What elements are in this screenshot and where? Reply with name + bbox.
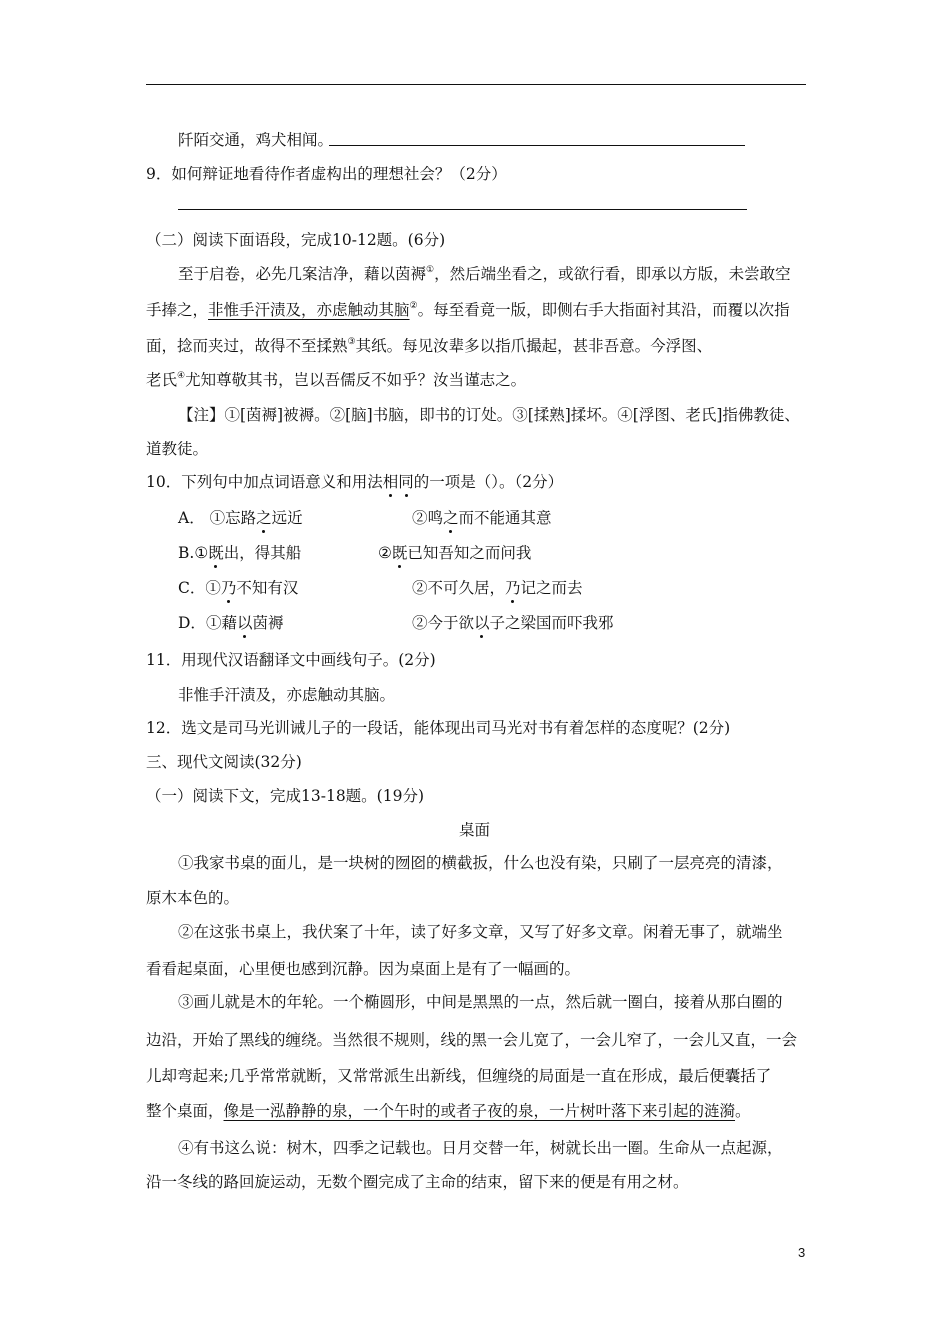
option-a-2: ②鸣之而不能通其意 (412, 506, 552, 528)
option-d-1: D．①藉以茵褥 (178, 611, 283, 633)
option-c-2: ②不可久居，乃记之而去 (412, 576, 583, 598)
article-line-3: ②在这张书桌上，我伏案了十年，读了好多文章，又写了好多文章。闲着无事了，就端坐 (178, 923, 783, 941)
article-line-5: ③画儿就是木的年轮。一个椭圆形，中间是黑黑的一点，然后就一圈白，接着从那白圈的 (178, 993, 783, 1011)
underlined-sentence: 像是一泓静静的泉，一个午时的或者子夜的泉，一片树叶落下来引起的涟漪 (223, 1102, 736, 1120)
top-answer-line (146, 84, 806, 85)
q9-answer-line (178, 209, 747, 210)
option-c-1: C．①乃不知有汉 (178, 576, 298, 598)
option-b-1: B.①既出，得其船 (178, 541, 301, 563)
option-a-1: A． ①忘路之远近 (178, 506, 303, 528)
page-number: 3 (798, 1245, 806, 1260)
question-10: 10．下列句中加点词语意义和用法相同的一项是（）。（2分） (146, 470, 563, 492)
article-title: 桌面 (459, 821, 491, 839)
option-b-2: ②既已知吾知之而问我 (378, 541, 531, 563)
question-9: 9．如何辩证地看待作者虚构出的理想社会？（2分） (146, 165, 507, 183)
passage-note-line-1: 【注】①[茵褥]被褥。②[脑]书脑，即书的订处。③[揉熟]揉坏。④[浮图、老氏]指佛教徒、 (178, 406, 800, 424)
q8-answer-text: 阡陌交通，鸡犬相闻。 (178, 131, 334, 149)
question-11-sentence: 非惟手汗渍及，亦虑触动其脑。 (178, 686, 396, 704)
article-line-2: 原木本色的。 (146, 889, 240, 907)
q8-answer-line (329, 145, 745, 146)
section-3-title: 三、现代文阅读(32分) (146, 753, 302, 771)
article-line-1: ①我家书桌的面儿，是一块树的囫囵的横截扳，什么也没有染，只刷了一层亮亮的清漆， (178, 854, 783, 872)
section-2-title: （二）阅读下面语段，完成10-12题。(6分) (146, 231, 446, 249)
option-d-2: ②今于欲以子之梁国而吓我邪 (412, 611, 614, 633)
question-12: 12．选文是司马光训诫儿子的一段话，能体现出司马光对书有着怎样的态度呢？(2分) (146, 719, 731, 737)
article-line-10: 沿一冬线的路回旋运动，无数个圈完成了主命的结束，留下来的便是有用之材。 (146, 1173, 689, 1191)
article-line-6: 边沿，开始了黑线的缠绕。当然很不规则，线的黑一会儿宽了，一会儿窄了，一会儿又直，一会 (146, 1031, 798, 1049)
article-line-9: ④有书这么说：树木，四季之记载也。日月交替一年，树就长出一圈。生命从一点起源， (178, 1139, 783, 1157)
passage-line-1: 至于启卷，必先几案洁净，藉以茵褥①，然后端坐看之，或欲行看，即承以方版，未尝敢空 (178, 265, 791, 283)
passage-line-2: 手捧之，非惟手汗渍及，亦虑触动其脑②。每至看竟一版，即侧右手大指面衬其沿，而覆以次指 (146, 301, 790, 319)
question-11: 11．用现代汉语翻译文中画线句子。(2分) (146, 651, 436, 669)
passage-line-4: 老氏④尤知尊敬其书，岂以吾儒反不如乎？汝当谨志之。 (146, 371, 527, 389)
article-line-8: 整个桌面，像是一泓静静的泉，一个午时的或者子夜的泉，一片树叶落下来引起的涟漪。 (146, 1102, 751, 1120)
underlined-sentence: 非惟手汗渍及，亦虑触动其脑 (208, 301, 410, 319)
passage-note-line-2: 道教徒。 (146, 440, 209, 458)
article-line-4: 看看起桌面，心里便也感到沉静。因为桌面上是有了一幅画的。 (146, 960, 581, 978)
article-line-7: 儿却弯起来;几乎常常就断，又常常派生出新线，但缠绕的局面是一直在形成，最后便囊括了 (146, 1067, 772, 1085)
section-3-subtitle: （一）阅读下文，完成13-18题。(19分) (146, 787, 425, 805)
passage-line-3: 面，捻而夹过，故得不至揉熟③其纸。每见汝辈多以指爪撮起，甚非吾意。今浮图、 (146, 337, 713, 355)
